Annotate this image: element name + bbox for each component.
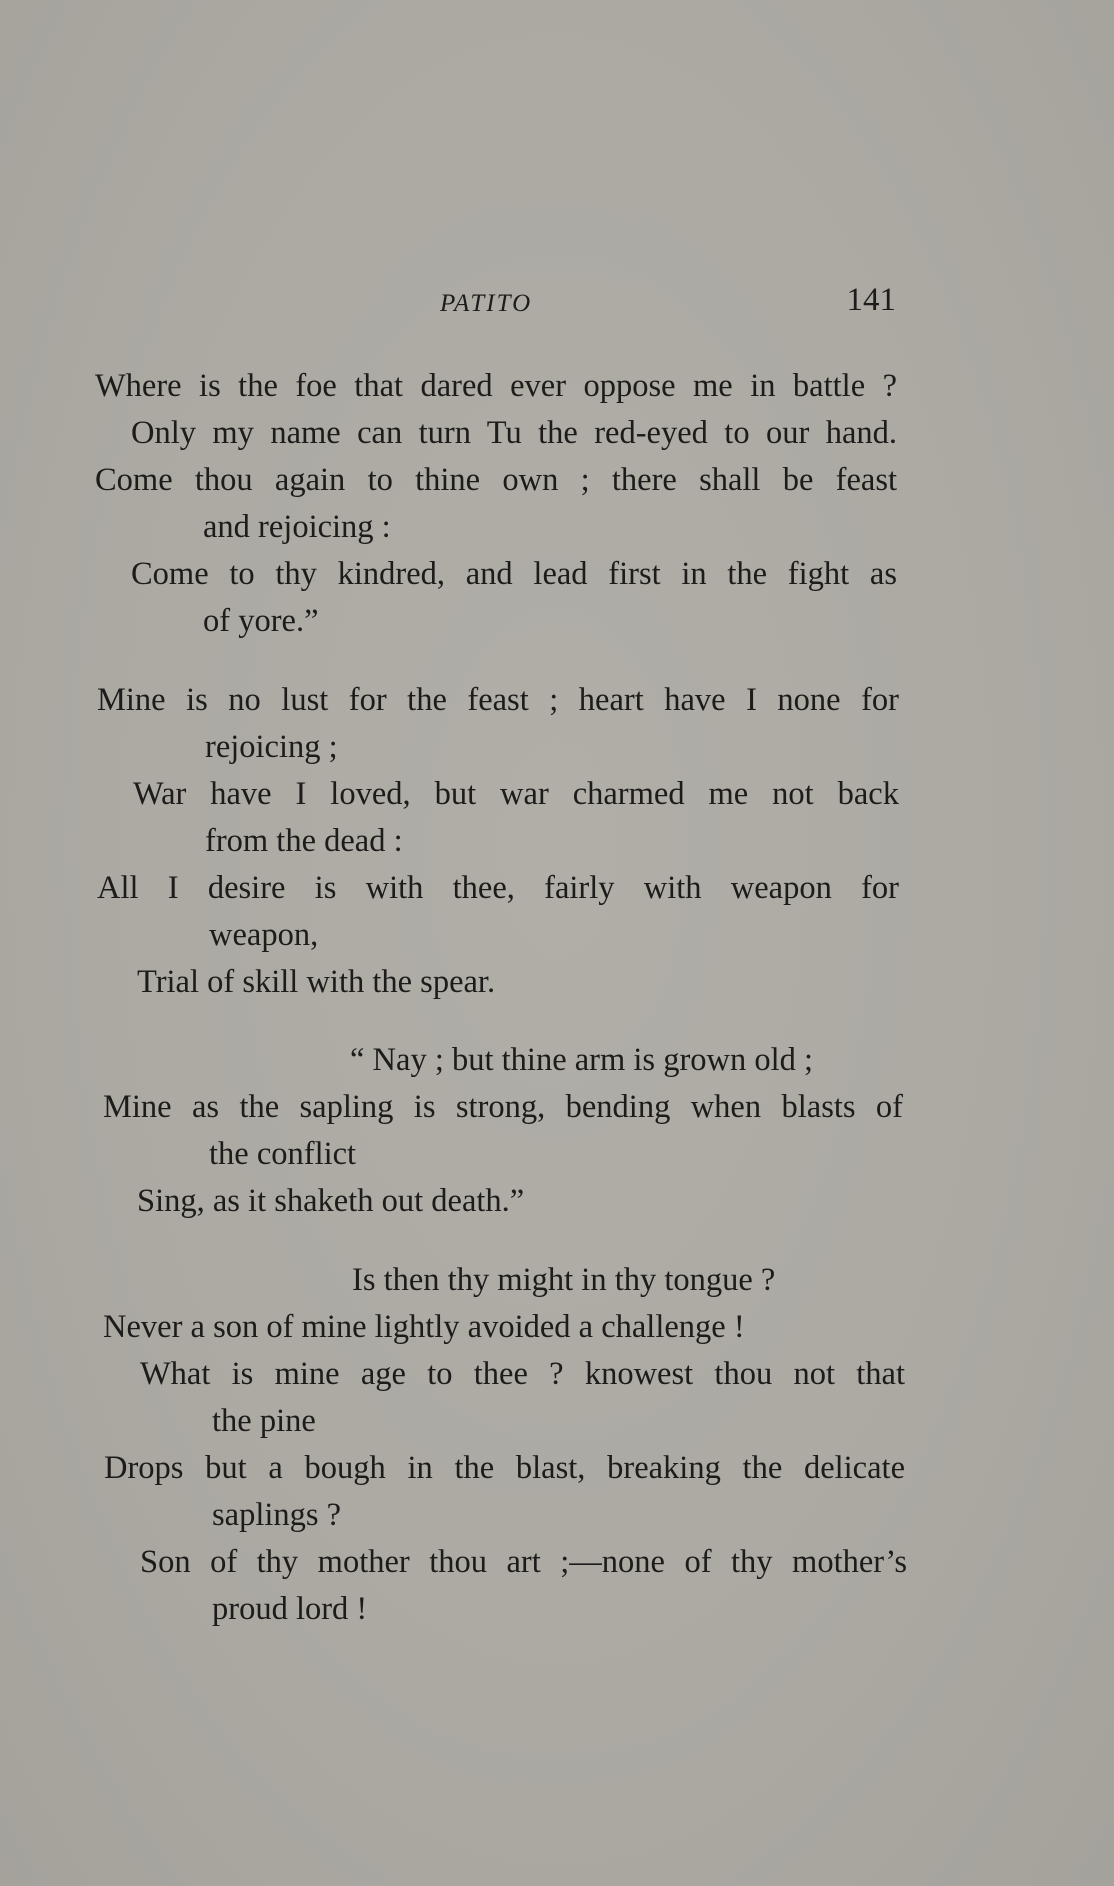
poem-line: Son of thy mother thou art ;—none of thy mother’s [140, 1544, 907, 1580]
poem-line: Drops but a bough in the blast, breaking the delicate [104, 1450, 905, 1486]
page-number: 141 [846, 282, 896, 318]
poem-line: Is then thy might in thy tongue ? [352, 1262, 776, 1298]
poem-line: rejoicing ; [205, 729, 338, 765]
poem-line: Come thou again to thine own ; there shall be feast [95, 462, 897, 498]
poem-line: and rejoicing : [203, 509, 391, 545]
poem-line: weapon, [209, 917, 319, 953]
poem-line: the conflict [209, 1136, 357, 1172]
poem-line: War have I loved, but war charmed me not back [133, 776, 899, 812]
poem-line: What is mine age to thee ? knowest thou not that [140, 1356, 905, 1392]
poem-line: Only my name can turn Tu the red-eyed to our hand. [131, 415, 897, 451]
poem-line: Sing, as it shaketh out death.” [137, 1183, 525, 1219]
poem-line: Never a son of mine lightly avoided a challenge ! [103, 1309, 745, 1345]
running-title: PATITO [440, 290, 533, 317]
page-header [96, 282, 896, 332]
poem-line: saplings ? [212, 1497, 342, 1533]
poem-line: the pine [212, 1403, 316, 1439]
poem-line: Where is the foe that dared ever oppose me in battle ? [95, 368, 897, 404]
poem-line: Come to thy kindred, and lead first in the fight as [131, 556, 897, 592]
poem-line: proud lord ! [212, 1591, 368, 1627]
poem-line: Mine as the sapling is strong, bending when blasts of [103, 1089, 903, 1125]
poem-line: from the dead : [205, 823, 403, 859]
poem-line: “ Nay ; but thine arm is grown old ; [350, 1042, 814, 1078]
poem-line: All I desire is with thee, fairly with weapon for [97, 870, 899, 906]
poem-line: Trial of skill with the spear. [137, 964, 496, 1000]
poem-line: of yore.” [203, 603, 319, 639]
poem-line: Mine is no lust for the feast ; heart have I none for [97, 682, 899, 718]
